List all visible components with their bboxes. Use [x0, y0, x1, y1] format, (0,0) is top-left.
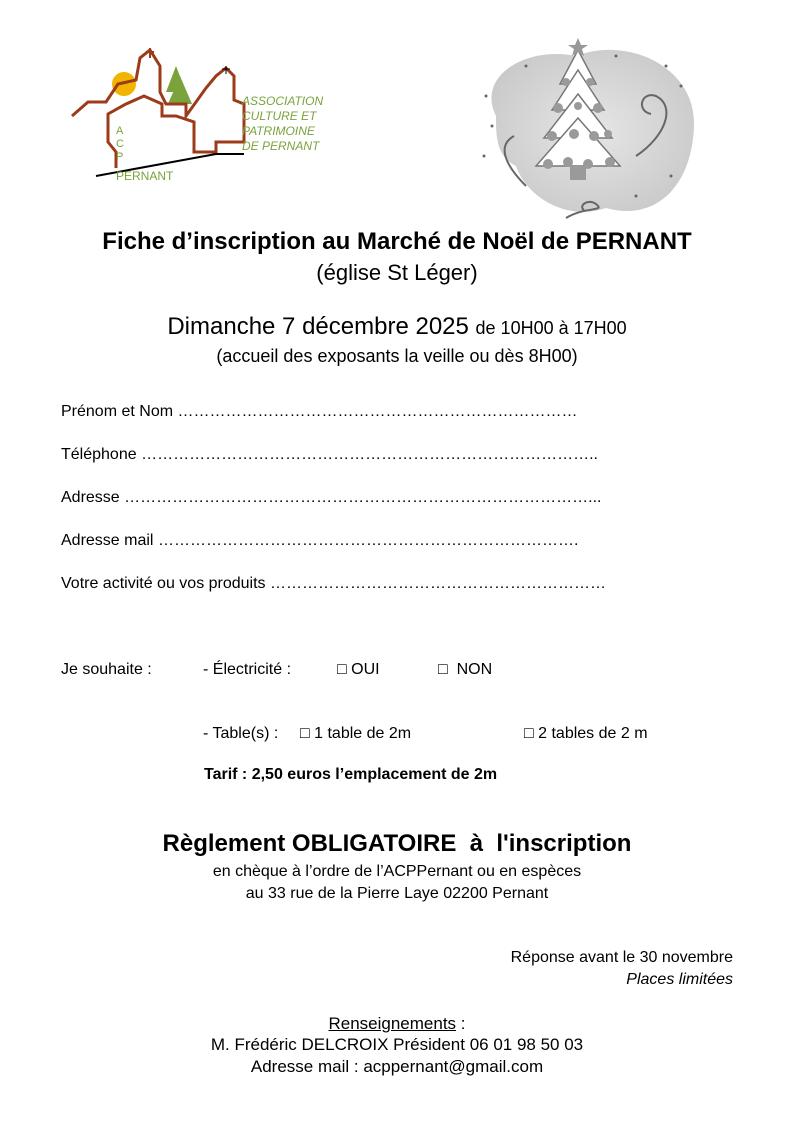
field-blank[interactable]: ……………………………………………………………………. [157, 532, 579, 549]
checkbox-icon[interactable]: □ [337, 661, 347, 678]
table-one-option[interactable] [300, 725, 411, 743]
field-label: Téléphone [61, 446, 137, 463]
wish-label: Je souhaite : [61, 661, 152, 678]
event-hours: de 10H00 à 17H00 [475, 318, 627, 338]
field-label: Adresse [61, 489, 120, 506]
field-blank[interactable]: ………………………………………………………………………….. [141, 446, 598, 463]
logo-letter: A [116, 125, 124, 137]
contact-heading [0, 1014, 794, 1034]
limited-places: Places limitées [626, 971, 733, 988]
electricity-no-option[interactable] [438, 661, 492, 679]
checkbox-icon[interactable]: □ [524, 725, 534, 742]
logo-letter: C [116, 138, 124, 150]
payment-method: en chèque à l’ordre de l’ACPPernant ou en espèces [212, 863, 582, 880]
option-label: OUI [351, 661, 380, 678]
field-label: Votre activité ou vos produits [61, 575, 266, 592]
field-email[interactable] [61, 532, 578, 550]
table-two-option[interactable] [524, 725, 648, 743]
association-logo [66, 44, 336, 184]
field-label: Prénom et Nom [61, 403, 174, 420]
field-blank[interactable]: ……………………………………………………… [270, 575, 607, 592]
field-activity[interactable] [61, 575, 606, 593]
village-outline-icon [72, 50, 244, 168]
payment-address: au 33 rue de la Pierre Laye 02200 Pernant [245, 885, 549, 902]
checkbox-icon[interactable]: □ [438, 661, 448, 678]
logo-town: PERNANT [116, 169, 174, 183]
association-name-line: DE PERNANT [242, 139, 320, 153]
page-subtitle: (église St Léger) [316, 260, 478, 285]
contact-email[interactable]: Adresse mail : acppernant@gmail.com [250, 1057, 544, 1076]
tables-label: - Table(s) : [203, 725, 279, 742]
christmas-tree-illustration [466, 36, 706, 222]
event-date-line [0, 313, 794, 341]
contact-heading-suffix: : [456, 1014, 466, 1033]
event-date: Dimanche 7 décembre 2025 [167, 313, 469, 340]
tarif-note: Tarif : 2,50 euros l’emplacement de 2m [204, 766, 498, 783]
field-label: Adresse mail [61, 532, 154, 549]
option-label: 2 tables de 2 m [538, 725, 648, 742]
field-blank[interactable]: ……………………………………………………………………………... [124, 489, 602, 506]
response-deadline: Réponse avant le 30 novembre [510, 949, 733, 966]
option-label: NON [456, 661, 493, 678]
association-name-line: PATRIMOINE [242, 124, 315, 138]
contact-heading-label: Renseignements [328, 1014, 457, 1033]
option-label: 1 table de 2m [314, 725, 412, 742]
association-name-line: CULTURE ET [242, 109, 317, 123]
page-title: Fiche d’inscription au Marché de Noël de PERNANT [102, 228, 692, 255]
logo-letter: P [116, 151, 124, 163]
association-name-line: ASSOCIATION [242, 94, 324, 108]
field-address[interactable] [61, 489, 602, 507]
contact-person: M. Frédéric DELCROIX Président 06 01 98 50 03 [210, 1035, 584, 1054]
electricity-label: - Électricité : [203, 661, 292, 678]
electricity-yes-option[interactable] [337, 661, 380, 679]
field-phone[interactable] [61, 446, 598, 464]
field-name[interactable] [61, 403, 578, 421]
exhibitor-arrival: (accueil des exposants la veille ou dès 8H00) [216, 346, 578, 366]
field-blank[interactable]: ………………………………………………………………… [177, 403, 578, 420]
payment-title: Règlement OBLIGATOIRE à l'inscription [162, 830, 632, 857]
checkbox-icon[interactable]: □ [300, 725, 310, 742]
